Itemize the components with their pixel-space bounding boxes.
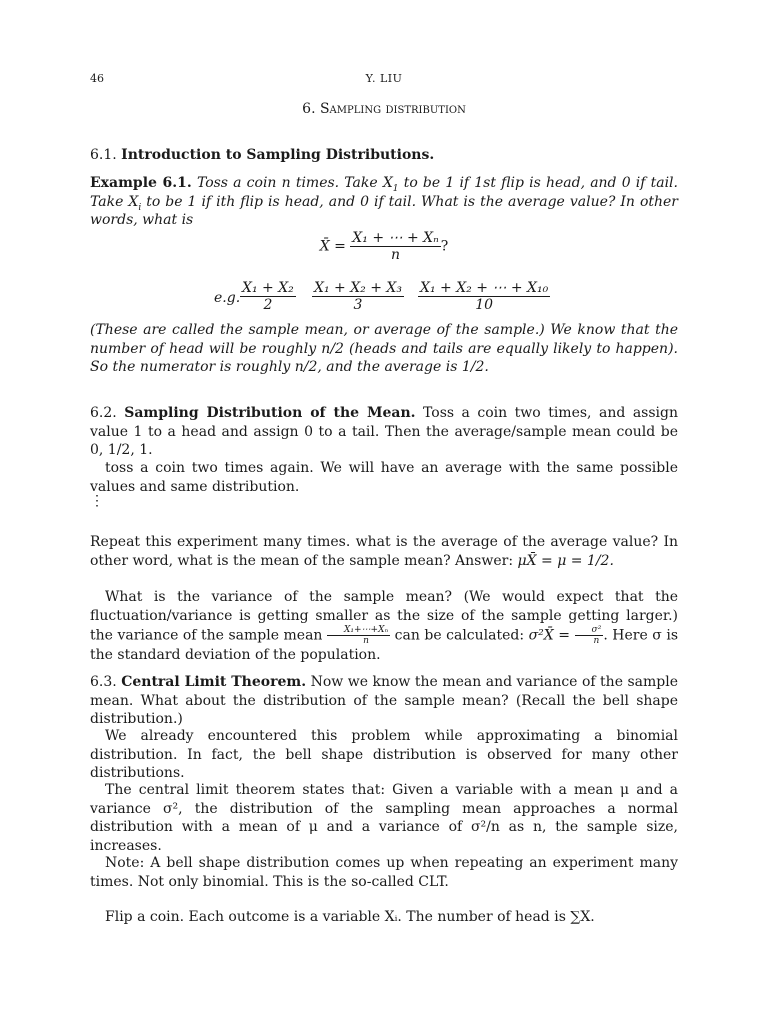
paper-page — [90, 0, 678, 1024]
vertical-dots: ⋮ — [90, 493, 104, 509]
xbar-lhs: X̄ = — [319, 238, 346, 255]
example-6-1: Example 6.1. Toss a coin n times. Take $X_1$ to be 1 if 1st flip is head, and 0 if tail. Take $X_i$ to be 1 if ith flip is head, and 0 if tail. What is the average value? In other words, what is — [90, 175, 678, 228]
paragraph-variance: What is the variance of the sample mean? (We would expect that the fluctuation/variance is getting smaller as the size of the sample getting larger.) the variance of the sample mean $\frac{\text{X₁+⋯+Xₙ}}{n}$ can be calculated: σ²X̄ = $\frac{\text{σ²}}{n}$ . Here σ is the standard deviation of the population. — [90, 589, 679, 663]
eg-fraction-2: $\frac{\text{X₁ + X₂ + X₃}}{3}$ — [314, 280, 402, 313]
subsection-title: Introduction to Sampling Distributions. — [121, 147, 435, 163]
variance-lhs: σ²X̄ = — [528, 627, 571, 644]
subsection-text: Now we know the mean and variance of the sample mean. What about the distribution of the sample mean? (Recall the bell shape distribution.) — [90, 674, 679, 727]
sample-mean-small-fraction: $\frac{\text{X₁+⋯+Xₙ}}{n}$ — [327, 625, 390, 646]
mean-of-sample-mean-formula: μX̄ = μ = 1/2. — [517, 552, 614, 569]
eg-label: e.g. — [214, 290, 241, 306]
subsection-title: Central Limit Theorem. — [121, 674, 307, 690]
example-text-a: Toss a coin n times. Take X — [196, 175, 393, 191]
sample-mean-remark: (These are called the sample mean, or average of the sample.) We know that the number of head will be roughly n/2 (heads and tails are equally likely to happen). So the numerator is roughly n/2, and the average is 1/2. — [90, 322, 678, 375]
example-label: Example 6.1. — [90, 175, 192, 191]
xbar-denominator: n — [391, 247, 401, 263]
paragraph-mean-of-mean: Repeat this experiment many times. what is the average of the average value? In other word, what is the mean of the sample mean? Answer: μX̄ = μ = 1/2. — [90, 534, 678, 569]
subsection-number: 6.3. — [90, 674, 117, 690]
sample-mean-equation — [90, 230, 678, 263]
eg-fraction-3: $\frac{\text{X₁ + X₂ + ⋯ + X₁₀}}{10}$ — [420, 280, 549, 313]
xbar-fraction — [350, 230, 440, 263]
subsection-text: Toss a coin two times, and assign value 1 to a head and assign 0 to a tail. Then the average/sample mean could be 0, 1/2, 1. — [90, 405, 678, 458]
subsection-6-3 — [90, 673, 678, 729]
paragraph-binomial: We already encountered this problem while approximating a binomial distribution. In fact, the bell shape distribution is observed for many other distributions. — [90, 728, 678, 781]
running-head-author: Y. LIU — [365, 72, 403, 85]
paragraph-note: Note: A bell shape distribution comes up when repeating an experiment many times. Not only binomial. This is the so-called CLT. — [90, 855, 678, 890]
subsection-title: Sampling Distribution of the Mean. — [124, 405, 416, 421]
subsection-number: 6.1. — [90, 147, 117, 163]
paragraph-flip-coin: Flip a coin. Each outcome is a variable Xᵢ. The number of head is ∑X. — [105, 909, 595, 925]
subsection-6-2 — [90, 404, 678, 460]
page-number: 46 — [90, 72, 104, 85]
subsection-6-1-heading — [90, 146, 678, 165]
example-text-b: to be 1 if 1st flip is head, and 0 if tail. Take X — [90, 175, 678, 210]
eg-fraction-1: $\frac{\text{X₁ + X₂}}{2}$ — [242, 280, 294, 313]
example-text-c: to be 1 if ith flip is head, and 0 if tail. What is the average value? In other words, what is — [90, 193, 678, 228]
variance-fraction: $\frac{\text{σ²}}{n}$ — [575, 625, 604, 646]
paragraph-repeat-toss: toss a coin two times again. We will have an average with the same possible values and same distribution. — [90, 460, 678, 495]
subsection-number: 6.2. — [90, 405, 117, 421]
section-title: 6. Sampling distribution — [302, 101, 466, 117]
paragraph-clt-statement: The central limit theorem states that: Given a variable with a mean μ and a variance σ², the distribution of the sampling mean approaches a normal distribution with a mean of μ and a variance of σ²/n as n, the sample size, increases. — [90, 782, 678, 854]
xbar-numerator: X₁ + ⋯ + Xₙ — [352, 230, 439, 246]
xbar-question: ? — [440, 238, 449, 255]
